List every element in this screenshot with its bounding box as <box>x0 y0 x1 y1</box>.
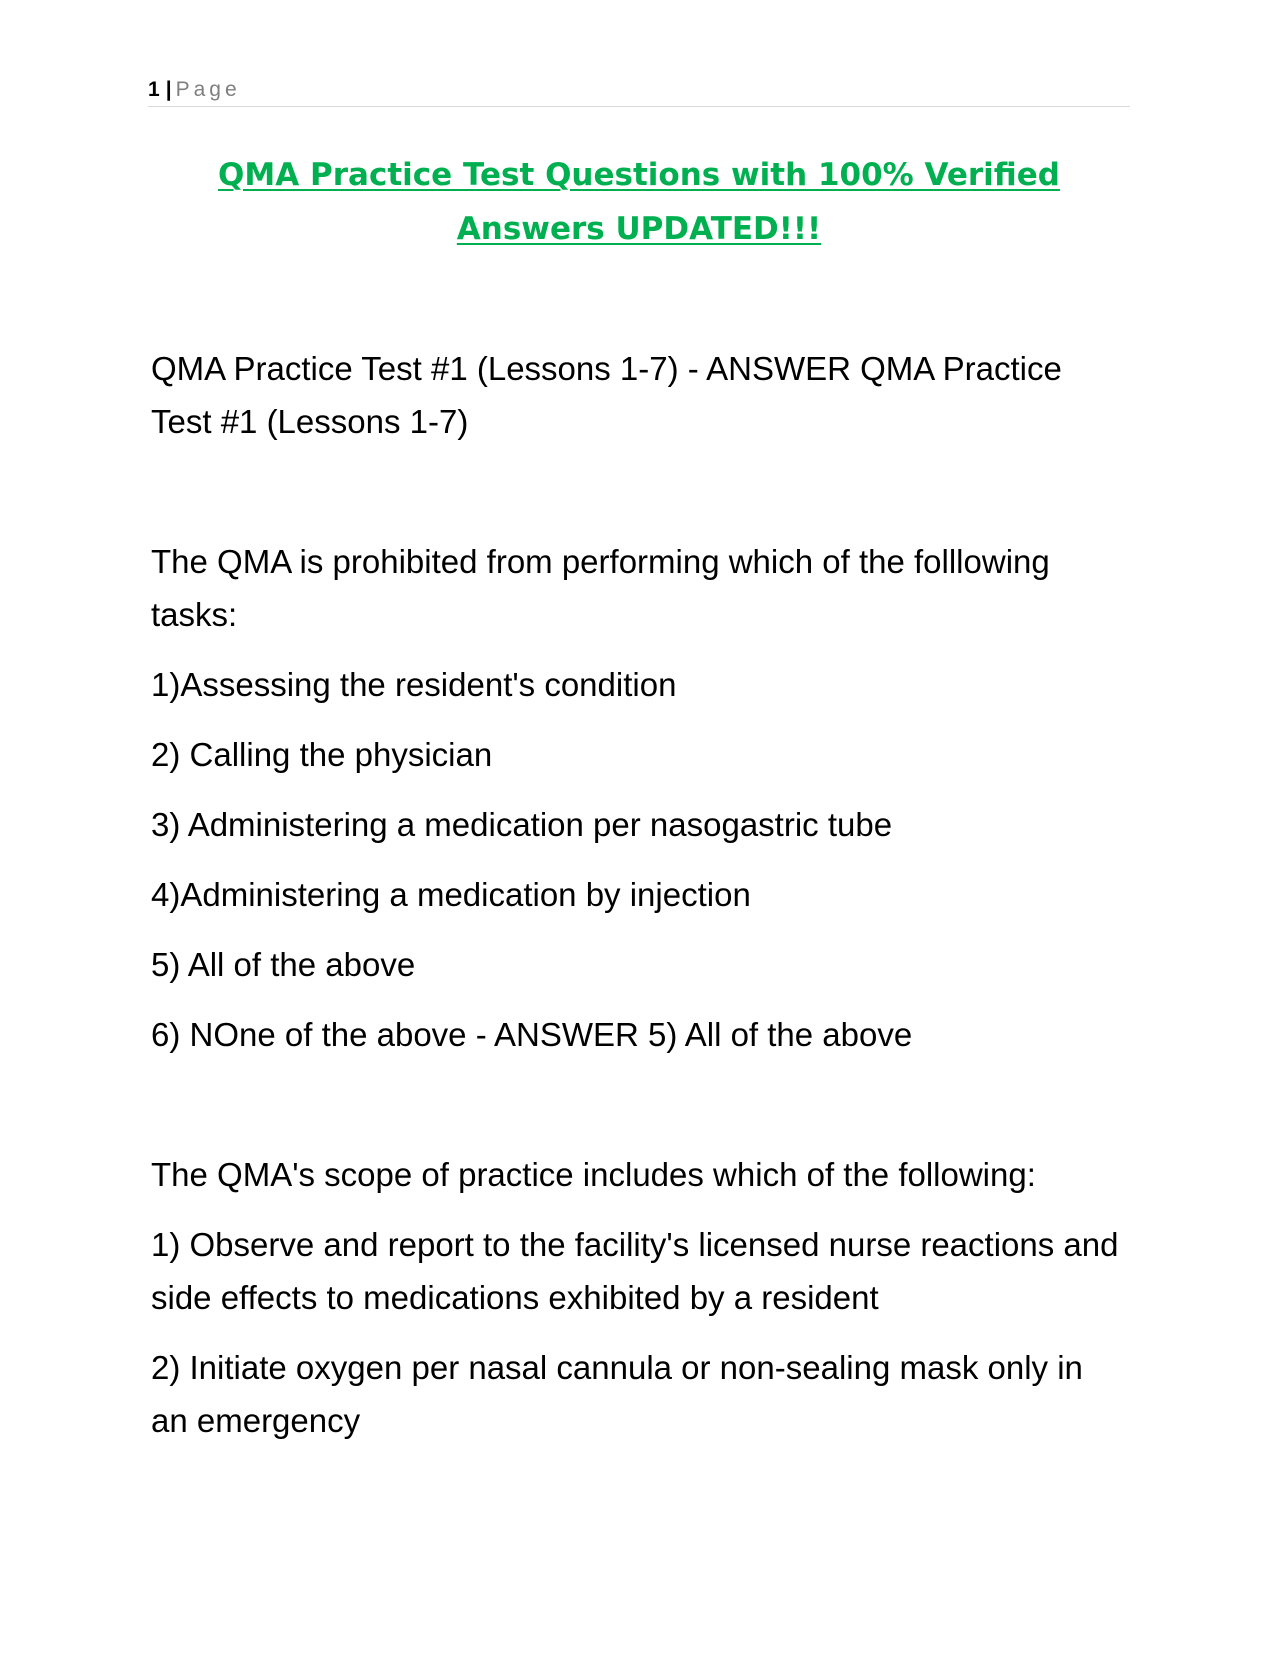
question-1-option: 1)Assessing the resident's condition <box>151 666 677 703</box>
page-number: 1 <box>148 78 160 101</box>
question-1-option: 4)Administering a medication by injection <box>151 876 751 913</box>
page-separator: | <box>165 78 172 101</box>
question-1-option: 5) All of the above <box>151 946 416 983</box>
title-line-2: Answers UPDATED!!! <box>456 211 822 247</box>
question-1-stem: The QMA is prohibited from performing which of the folllowing tasks: <box>151 543 1050 633</box>
document-body <box>151 342 1126 1464</box>
page-label: Page <box>175 78 241 101</box>
intro-paragraph: QMA Practice Test #1 (Lessons 1-7) - ANSWER QMA Practice Test #1 (Lessons 1-7) <box>151 350 1062 440</box>
question-1-option: 2) Calling the physician <box>151 736 493 773</box>
question-1-option: 6) NOne of the above - ANSWER 5) All of the above <box>151 1016 913 1053</box>
question-2-stem: The QMA's scope of practice includes which of the following: <box>151 1156 1036 1193</box>
document-title <box>148 148 1130 256</box>
question-1-option: 3) Administering a medication per nasogastric tube <box>151 806 893 843</box>
question-2-option: 1) Observe and report to the facility's licensed nurse reactions and side effects to medications exhibited by a resident <box>151 1226 1119 1316</box>
title-line-1: QMA Practice Test Questions with 100% Verified <box>218 157 1060 193</box>
page-header <box>148 76 1130 107</box>
question-2-option: 2) Initiate oxygen per nasal cannula or non-sealing mask only in an emergency <box>151 1349 1083 1439</box>
